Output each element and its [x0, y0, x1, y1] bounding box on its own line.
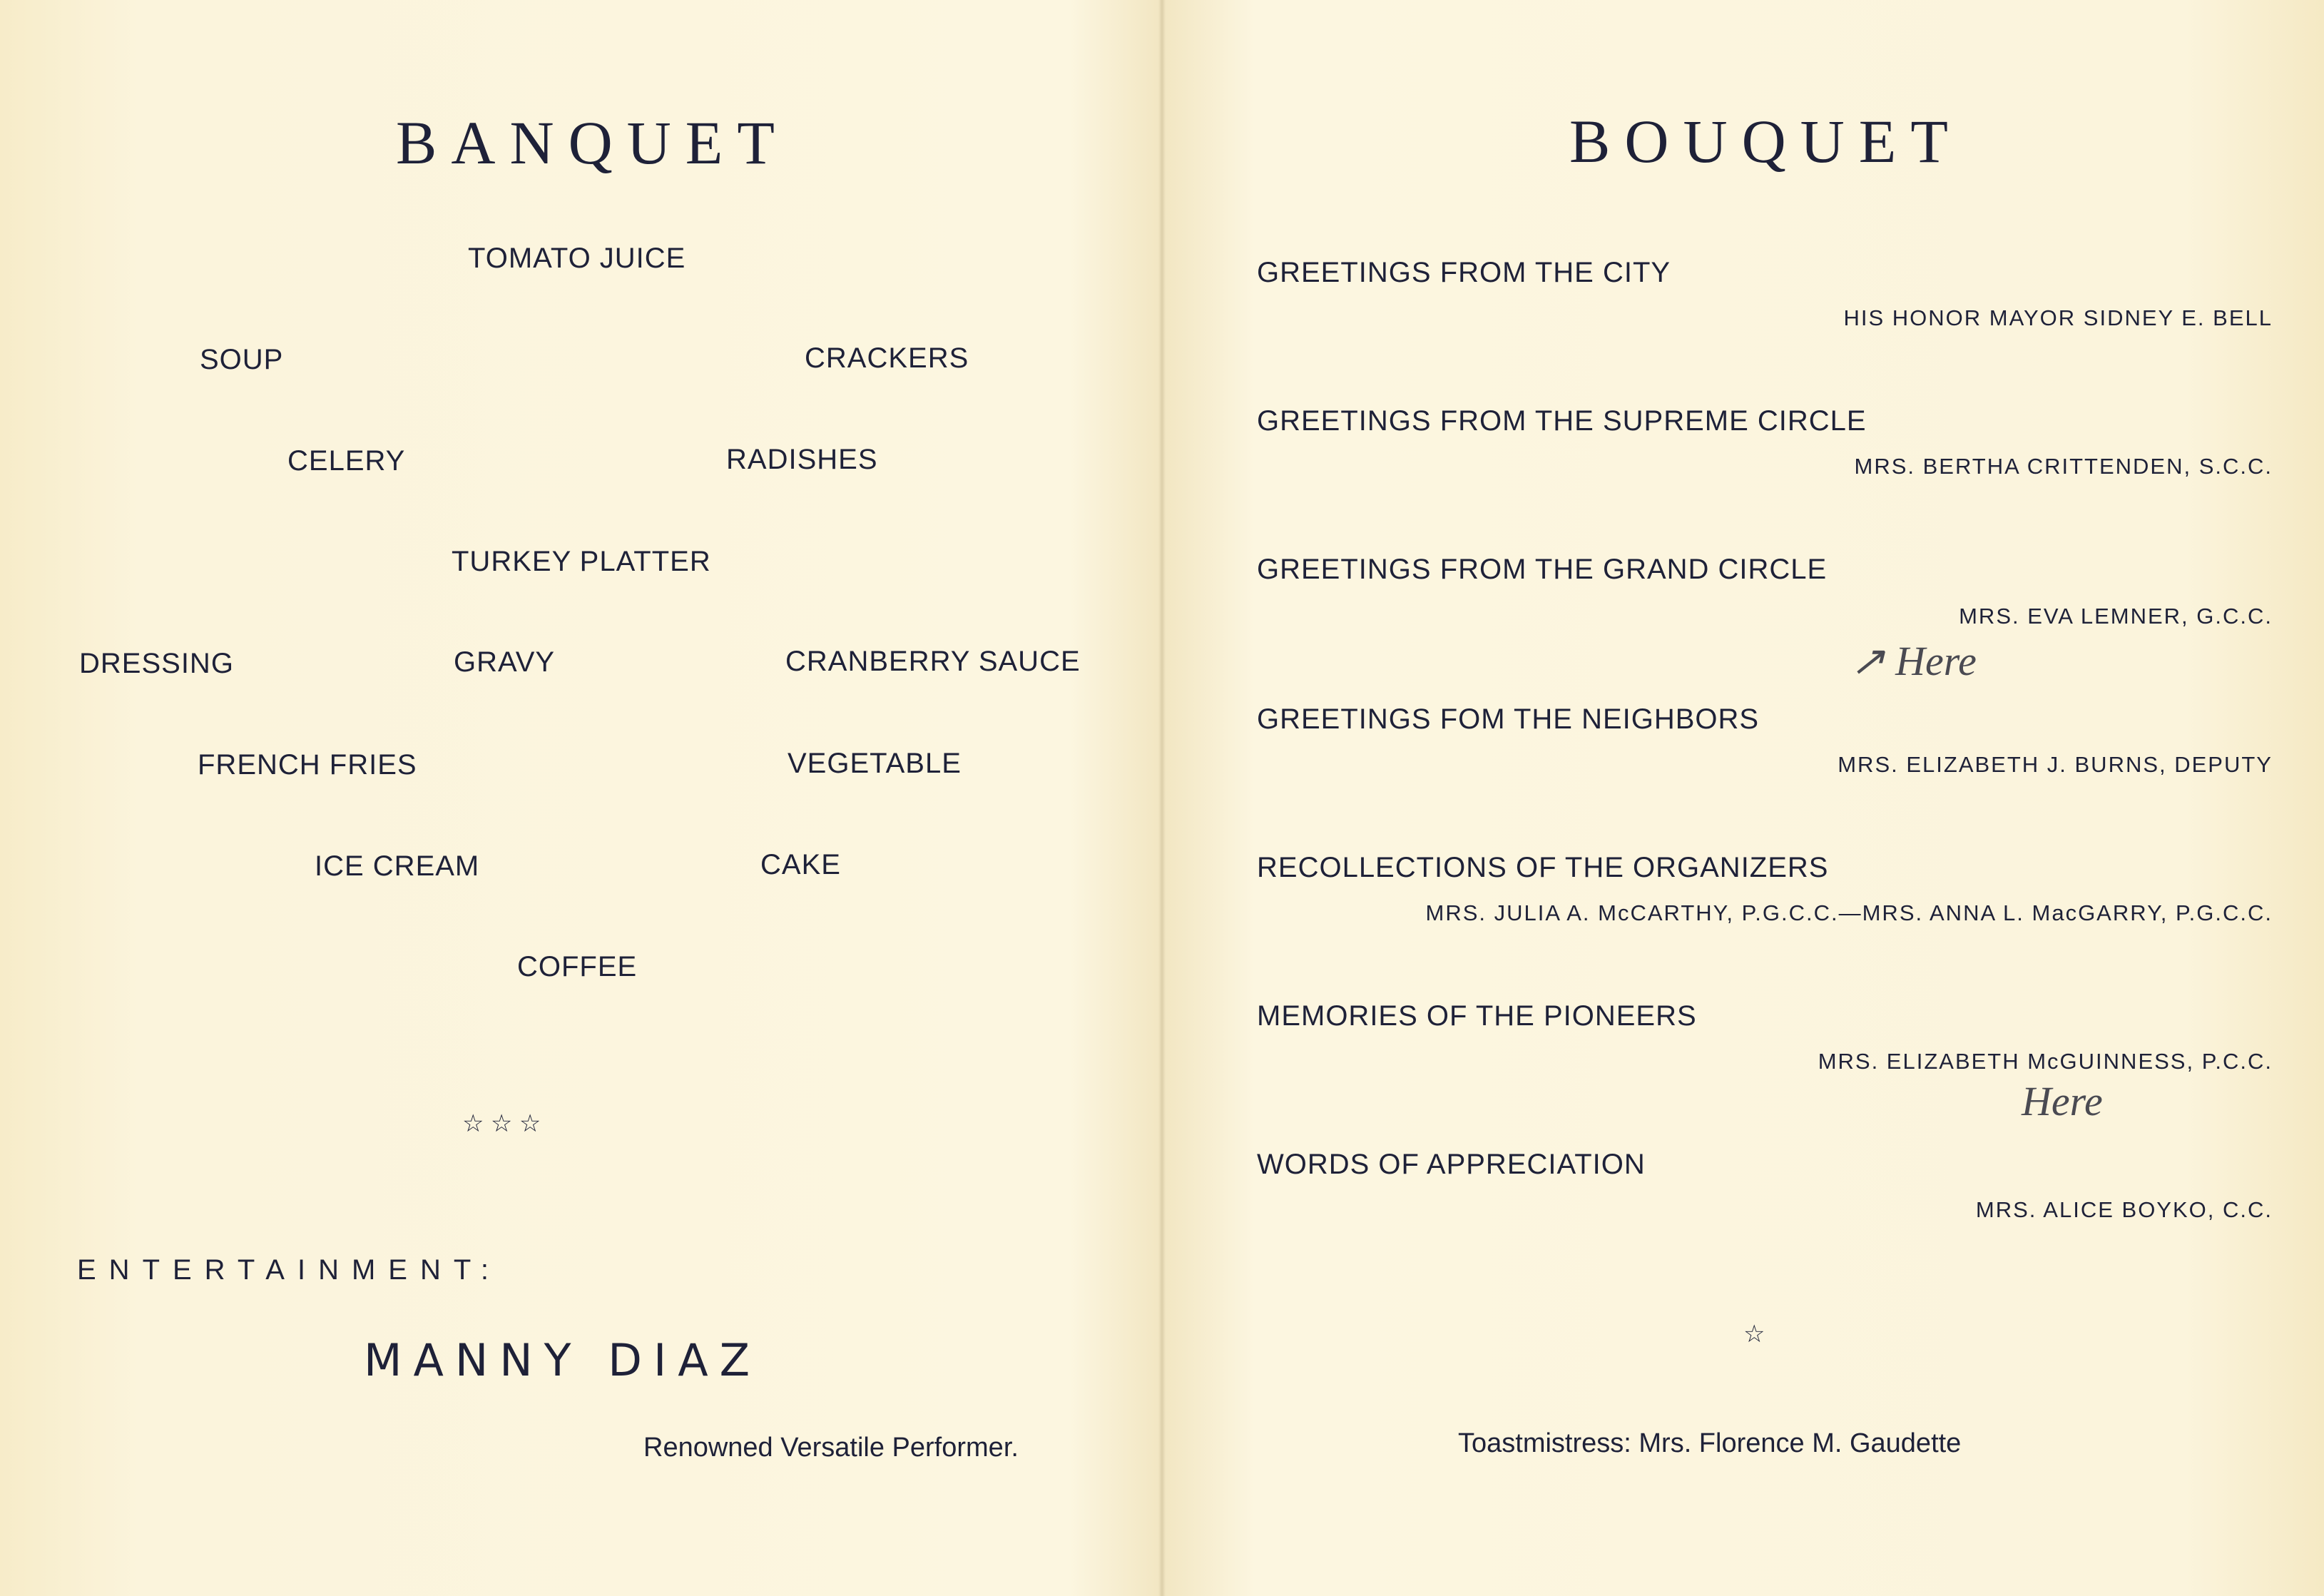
menu-item-gravy: GRAVY: [454, 646, 556, 678]
program-title-2: GREETINGS FROM THE SUPREME CIRCLE: [1257, 405, 1867, 437]
program-title-3: GREETINGS FROM THE GRAND CIRCLE: [1257, 554, 1828, 585]
program-speaker-5: MRS. JULIA A. McCARTHY, P.G.C.C.—MRS. ANNA L. MacGARRY, P.G.C.C.: [1425, 900, 2273, 925]
program-speaker-7: MRS. ALICE BOYKO, C.C.: [1975, 1197, 2273, 1222]
menu-item-soup: SOUP: [200, 344, 284, 375]
menu-item-cake: CAKE: [760, 849, 841, 880]
menu-item-french-fries: FRENCH FRIES: [198, 749, 417, 781]
menu-item-dressing: DRESSING: [79, 648, 234, 679]
performer-name: MANNY DIAZ: [364, 1334, 762, 1386]
menu-item-radishes: RADISHES: [726, 444, 878, 475]
menu-item-coffee: COFFEE: [517, 951, 638, 982]
banquet-panel: [0, 0, 1158, 1596]
performer-description: Renowned Versatile Performer.: [643, 1433, 1019, 1463]
decorative-star: ☆: [1743, 1321, 1765, 1348]
handwritten-note-here-1: ↗ Here: [1850, 638, 1977, 684]
menu-item-celery: CELERY: [287, 445, 406, 477]
decorative-stars: ☆ ☆ ☆: [462, 1110, 541, 1137]
handwritten-note-here-2: Here: [2022, 1078, 2103, 1124]
menu-item-turkey-platter: TURKEY PLATTER: [452, 546, 711, 577]
center-fold: [1158, 0, 1166, 1596]
program-title-7: WORDS OF APPRECIATION: [1257, 1149, 1646, 1180]
bouquet-panel: [1166, 0, 2324, 1596]
menu-item-cranberry-sauce: CRANBERRY SAUCE: [785, 646, 1081, 677]
program-speaker-3: MRS. EVA LEMNER, G.C.C.: [1959, 604, 2273, 629]
toastmistress-line: Toastmistress: Mrs. Florence M. Gaudette: [1458, 1428, 1962, 1458]
menu-item-crackers: CRACKERS: [805, 342, 969, 374]
program-title-4: GREETINGS FOM THE NEIGHBORS: [1257, 703, 1760, 735]
banquet-title: BANQUET: [396, 108, 789, 177]
bouquet-title: BOUQUET: [1569, 107, 1962, 176]
program-title-1: GREETINGS FROM THE CITY: [1257, 257, 1671, 288]
program-speaker-6: MRS. ELIZABETH McGUINNESS, P.C.C.: [1818, 1049, 2273, 1074]
program-title-6: MEMORIES OF THE PIONEERS: [1257, 1000, 1697, 1032]
program-speaker-2: MRS. BERTHA CRITTENDEN, S.C.C.: [1854, 454, 2273, 479]
menu-item-ice-cream: ICE CREAM: [315, 850, 480, 882]
program-title-5: RECOLLECTIONS OF THE ORGANIZERS: [1257, 852, 1829, 883]
entertainment-label: ENTERTAINMENT:: [77, 1254, 501, 1286]
menu-item-tomato-juice: TOMATO JUICE: [468, 243, 686, 274]
program-speaker-4: MRS. ELIZABETH J. BURNS, DEPUTY: [1838, 752, 2273, 777]
menu-item-vegetable: VEGETABLE: [788, 748, 962, 779]
program-speaker-1: HIS HONOR MAYOR SIDNEY E. BELL: [1843, 305, 2273, 330]
